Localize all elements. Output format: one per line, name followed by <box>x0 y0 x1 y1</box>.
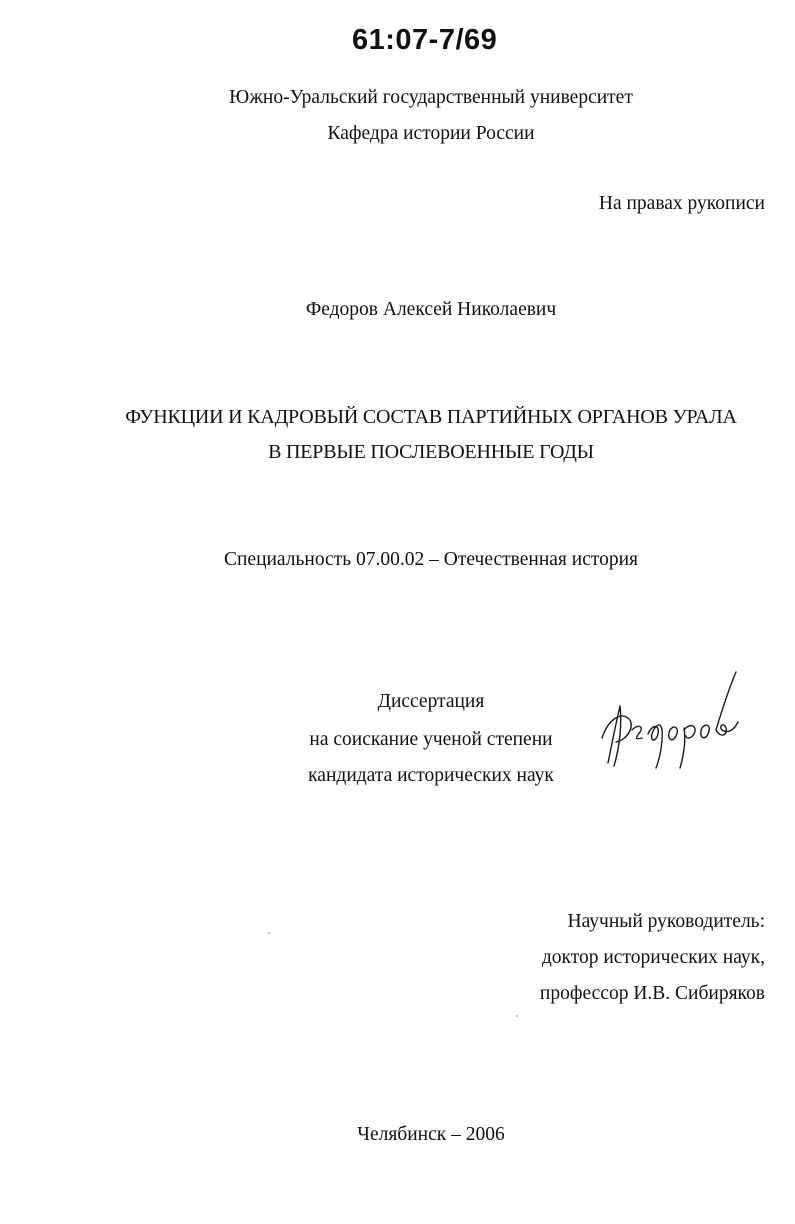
supervisor-degree: доктор исторических наук, <box>541 947 765 968</box>
university-name: Южно-Уральский государственный университет <box>229 87 633 108</box>
manuscript-rights-note: На правах рукописи <box>598 193 765 214</box>
specialty: Специальность 07.00.02 – Отечественная история <box>223 549 639 570</box>
supervisor-name: профессор И.В. Сибиряков <box>539 983 765 1004</box>
degree-line-3: кандидата исторических наук <box>308 765 554 786</box>
archive-code: 61:07-7/69 <box>352 24 498 56</box>
degree-line-2: на соискание ученой степени <box>309 729 553 750</box>
author-signature <box>598 668 748 773</box>
department-name: Кафедра истории России <box>327 123 535 144</box>
dissertation-title-line-2: В ПЕРВЫЕ ПОСЛЕВОЕННЫЕ ГОДЫ <box>268 441 594 463</box>
dissertation-title-line-1: ФУНКЦИИ И КАДРОВЫЙ СОСТАВ ПАРТИЙНЫХ ОРГАНОВ УРАЛА <box>125 406 737 428</box>
degree-line-1: Диссертация <box>377 691 485 712</box>
author-name: Федоров Алексей Николаевич <box>305 299 557 320</box>
supervisor-label: Научный руководитель: <box>567 911 765 932</box>
scan-speck <box>516 1015 518 1017</box>
scan-speck <box>268 932 270 934</box>
city-year: Челябинск – 2006 <box>357 1124 505 1145</box>
